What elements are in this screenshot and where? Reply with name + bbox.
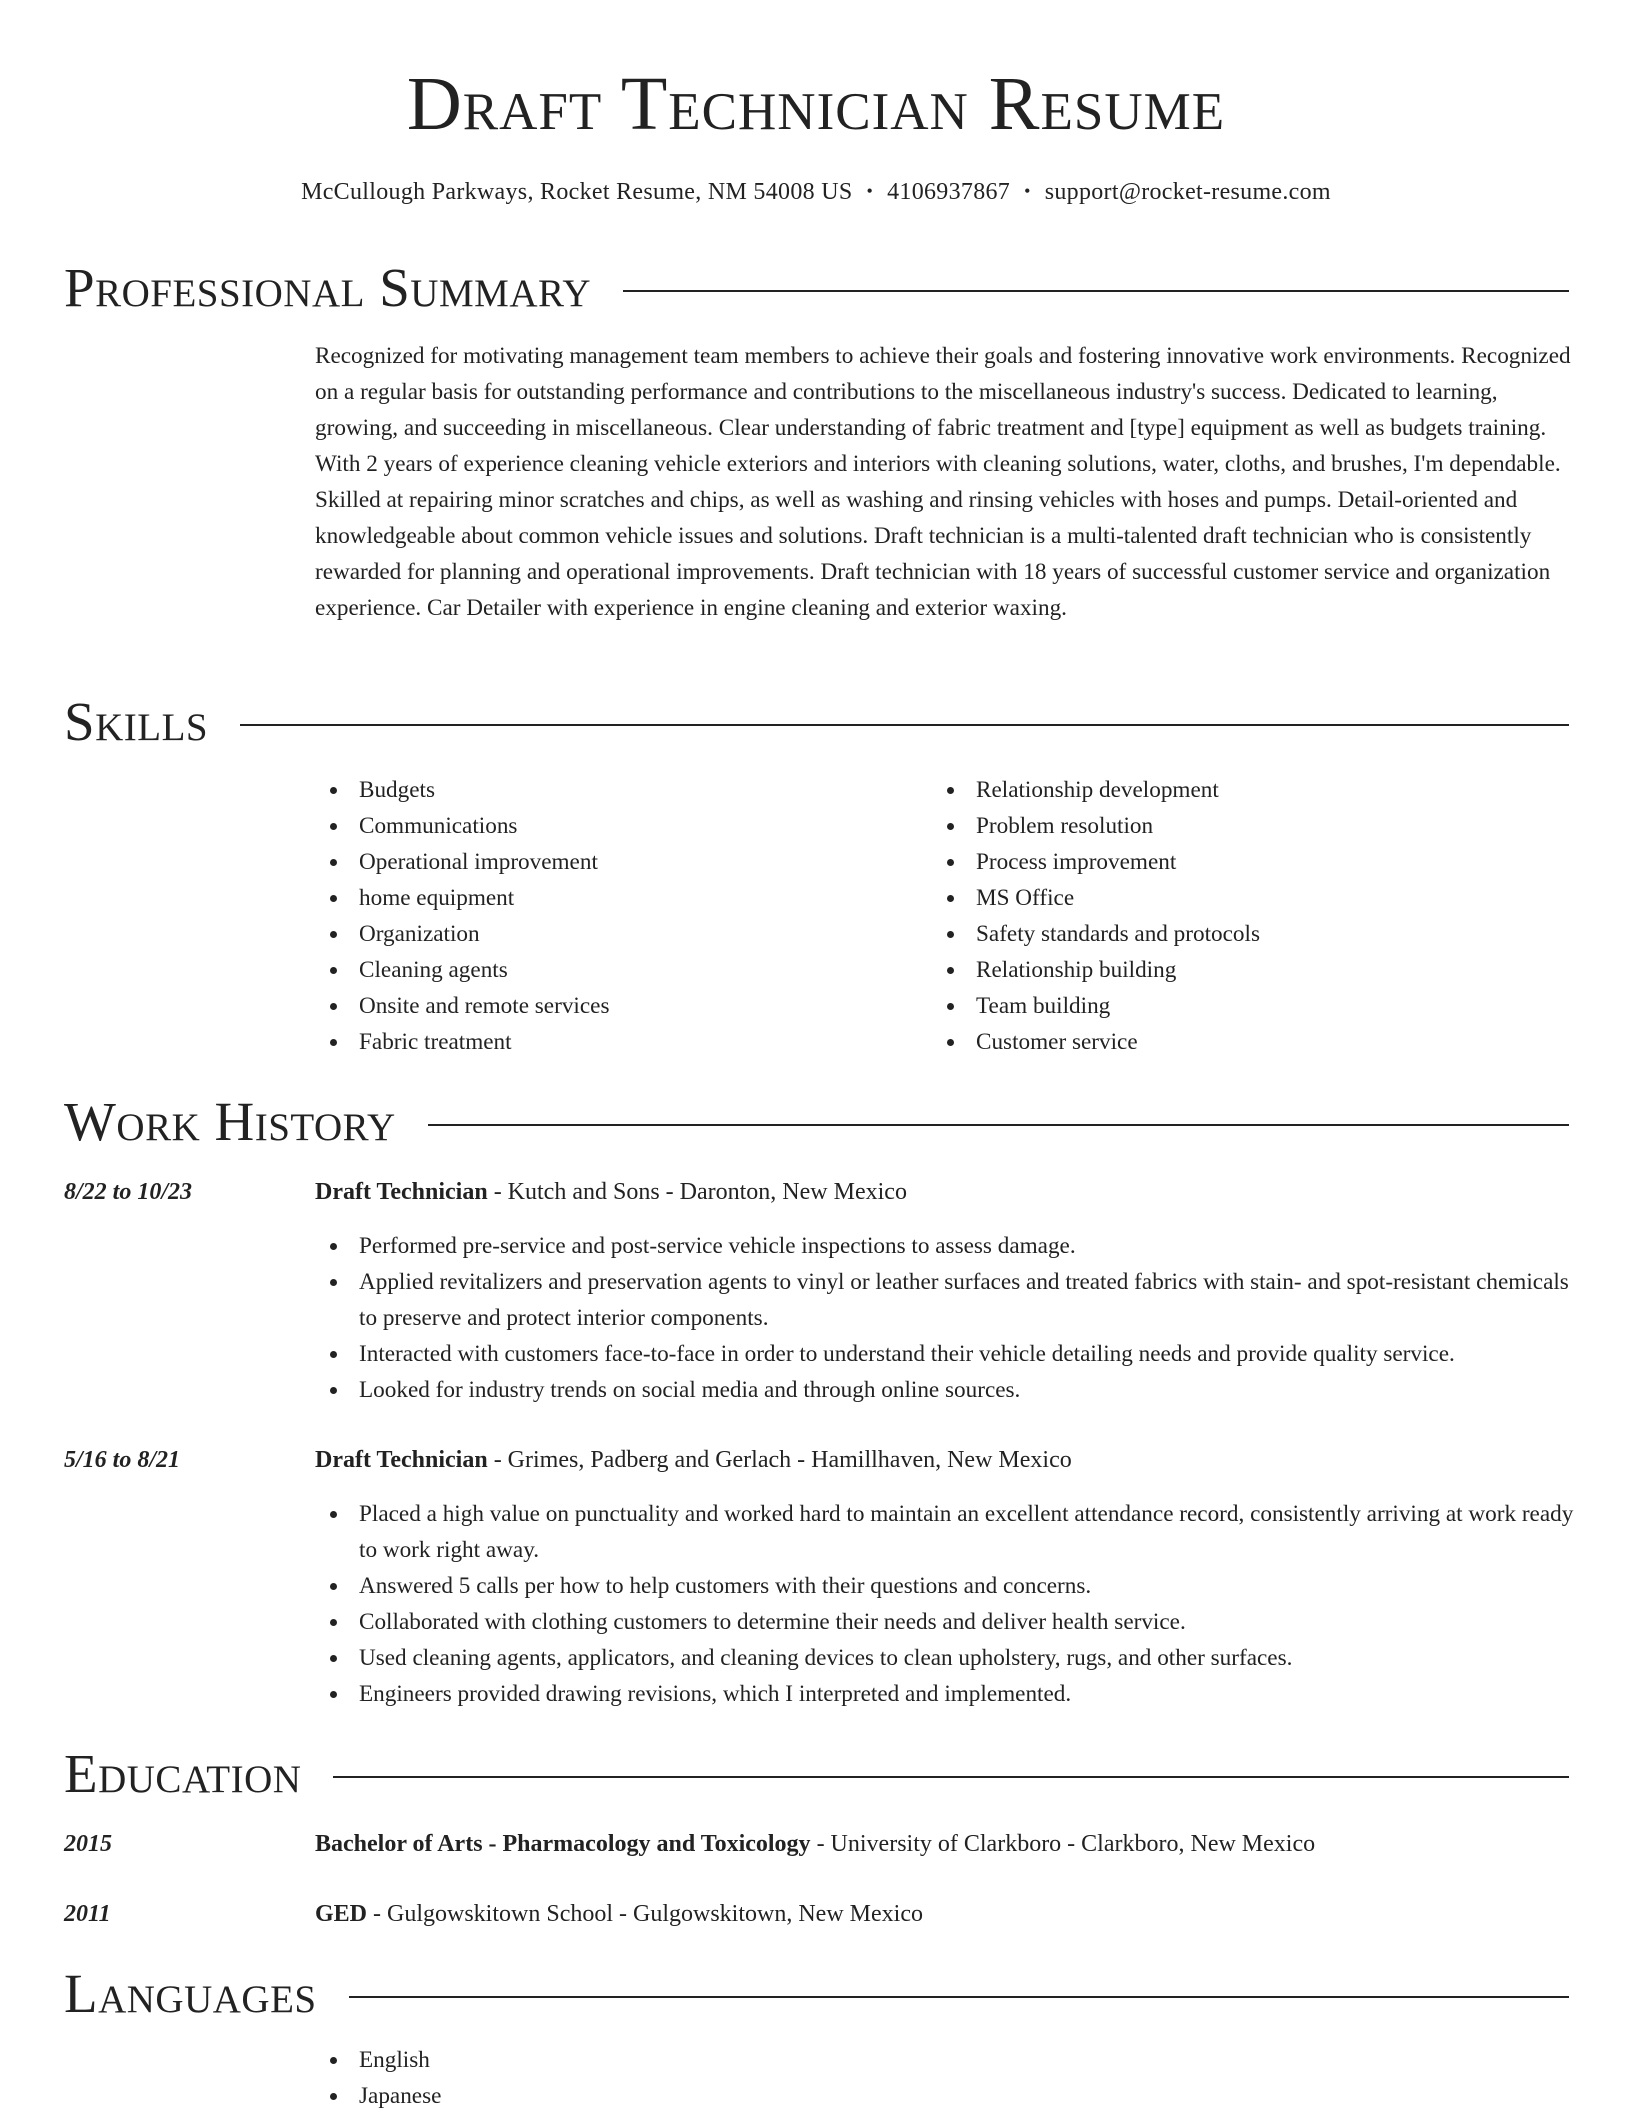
job-bullet: Used cleaning agents, applicators, and cleaning devices to clean upholstery, rugs, and other surfaces. xyxy=(315,1640,1575,1676)
skill-item: Cleaning agents xyxy=(315,952,915,988)
section-divider xyxy=(623,290,1569,292)
contact-email: support@rocket-resume.com xyxy=(1044,179,1331,205)
skill-item: Problem resolution xyxy=(932,808,1532,844)
skill-item: Operational improvement xyxy=(315,844,915,880)
job-employer: - Kutch and Sons - Daronton, New Mexico xyxy=(487,1179,907,1205)
job-dates: 8/22 to 10/23 xyxy=(64,1179,193,1205)
contact-phone: 4106937867 xyxy=(887,179,1011,205)
skill-item: Relationship development xyxy=(932,772,1532,808)
language-item: Japanese xyxy=(315,2078,1575,2112)
job-bullet: Applied revitalizers and preservation agents to vinyl or leather surfaces and treated fabrics with stain- and spot-resistant chemicals to preserve and protect interior components. xyxy=(315,1264,1575,1336)
skill-item: MS Office xyxy=(932,880,1532,916)
education-entry xyxy=(315,1826,1575,1862)
job-dates: 5/16 to 8/21 xyxy=(64,1447,181,1473)
job-role: Draft Technician xyxy=(315,1179,488,1205)
contact-line xyxy=(0,174,1632,209)
skill-item: Customer service xyxy=(932,1024,1532,1060)
education-school: - University of Clarkboro - Clarkboro, New Mexico xyxy=(810,1831,1316,1857)
section-title: Education xyxy=(64,1743,302,1804)
education-school: - Gulgowskitown School - Gulgowskitown, New Mexico xyxy=(367,1901,923,1927)
resume-name: Draft Technician Resume xyxy=(406,62,1226,146)
job-bullet: Engineers provided drawing revisions, which I interpreted and implemented. xyxy=(315,1676,1575,1712)
job-bullet: Performed pre-service and post-service vehicle inspections to assess damage. xyxy=(315,1228,1575,1264)
skill-item: Team building xyxy=(932,988,1532,1024)
section-divider xyxy=(349,1996,1569,1998)
skills-list-left xyxy=(315,772,915,1060)
job-title-line xyxy=(315,1174,1575,1210)
skill-item: Budgets xyxy=(315,772,915,808)
job-bullet: Placed a high value on punctuality and worked hard to maintain an excellent attendance record, consistently arriving at work ready to work right away. xyxy=(315,1496,1575,1568)
section-divider xyxy=(428,1124,1569,1126)
job-bullets xyxy=(315,1496,1575,1712)
section-title: Languages xyxy=(64,1963,317,2024)
skill-item: Relationship building xyxy=(932,952,1532,988)
section-header-languages xyxy=(64,1964,1569,2024)
job-title-line xyxy=(315,1442,1575,1478)
skill-item: Organization xyxy=(315,916,915,952)
section-header-summary xyxy=(64,258,1569,318)
section-header-education xyxy=(64,1744,1569,1804)
job-role: Draft Technician xyxy=(315,1447,488,1473)
job-bullet: Collaborated with clothing customers to determine their needs and deliver health service. xyxy=(315,1604,1575,1640)
contact-address: McCullough Parkways, Rocket Resume, NM 54008 US xyxy=(301,179,853,205)
skill-item: Safety standards and protocols xyxy=(932,916,1532,952)
job-employer: - Grimes, Padberg and Gerlach - Hamillhaven, New Mexico xyxy=(487,1447,1072,1473)
education-degree: Bachelor of Arts - Pharmacology and Toxicology xyxy=(315,1831,811,1857)
skill-item: home equipment xyxy=(315,880,915,916)
skills-list-right xyxy=(932,772,1532,1060)
job-bullets xyxy=(315,1228,1575,1408)
contact-separator: • xyxy=(866,181,874,201)
summary-text: Recognized for motivating management team members to achieve their goals and fostering innovative work environments. Recognized on a regular basis for outstanding performance and contributions to the miscellaneous industry's success. Dedicated to learning, growing, and succeeding in miscellaneous. Clear understanding of fabric treatment and [type] equipment as well as budgets training. With 2 years of experience cleaning vehicle exteriors and interiors with cleaning solutions, water, cloths, and brushes, I'm dependable. Skilled at repairing minor scratches and chips, as well as washing and rinsing vehicles with hoses and pumps. Detail-oriented and knowledgeable about common vehicle issues and solutions. Draft technician is a multi-talented draft technician who is consistently rewarded for planning and operational improvements. Draft technician with 18 years of successful customer service and organization experience. Car Detailer with experience in engine cleaning and exterior waxing. xyxy=(315,343,1571,621)
job-bullet: Looked for industry trends on social media and through online sources. xyxy=(315,1372,1575,1408)
section-title: Work History xyxy=(64,1091,396,1152)
skill-item: Fabric treatment xyxy=(315,1024,915,1060)
job-bullet: Interacted with customers face-to-face in order to understand their vehicle detailing needs and provide quality service. xyxy=(315,1336,1575,1372)
language-item: English xyxy=(315,2042,1575,2078)
education-degree: GED xyxy=(315,1901,368,1927)
education-year: 2011 xyxy=(64,1901,111,1927)
section-title: Professional Summary xyxy=(64,257,592,318)
contact-separator: • xyxy=(1024,181,1031,201)
section-header-work-history xyxy=(64,1092,1569,1152)
job-bullet: Answered 5 calls per how to help customers with their questions and concerns. xyxy=(315,1568,1575,1604)
section-divider xyxy=(333,1776,1569,1778)
skill-item: Onsite and remote services xyxy=(315,988,915,1024)
section-divider xyxy=(240,724,1569,726)
education-year: 2015 xyxy=(64,1831,112,1857)
section-header-skills xyxy=(64,692,1569,752)
skill-item: Communications xyxy=(315,808,915,844)
section-title: Skills xyxy=(64,691,209,752)
education-entry xyxy=(315,1896,1575,1932)
languages-list xyxy=(315,2042,1575,2112)
skill-item: Process improvement xyxy=(932,844,1532,880)
